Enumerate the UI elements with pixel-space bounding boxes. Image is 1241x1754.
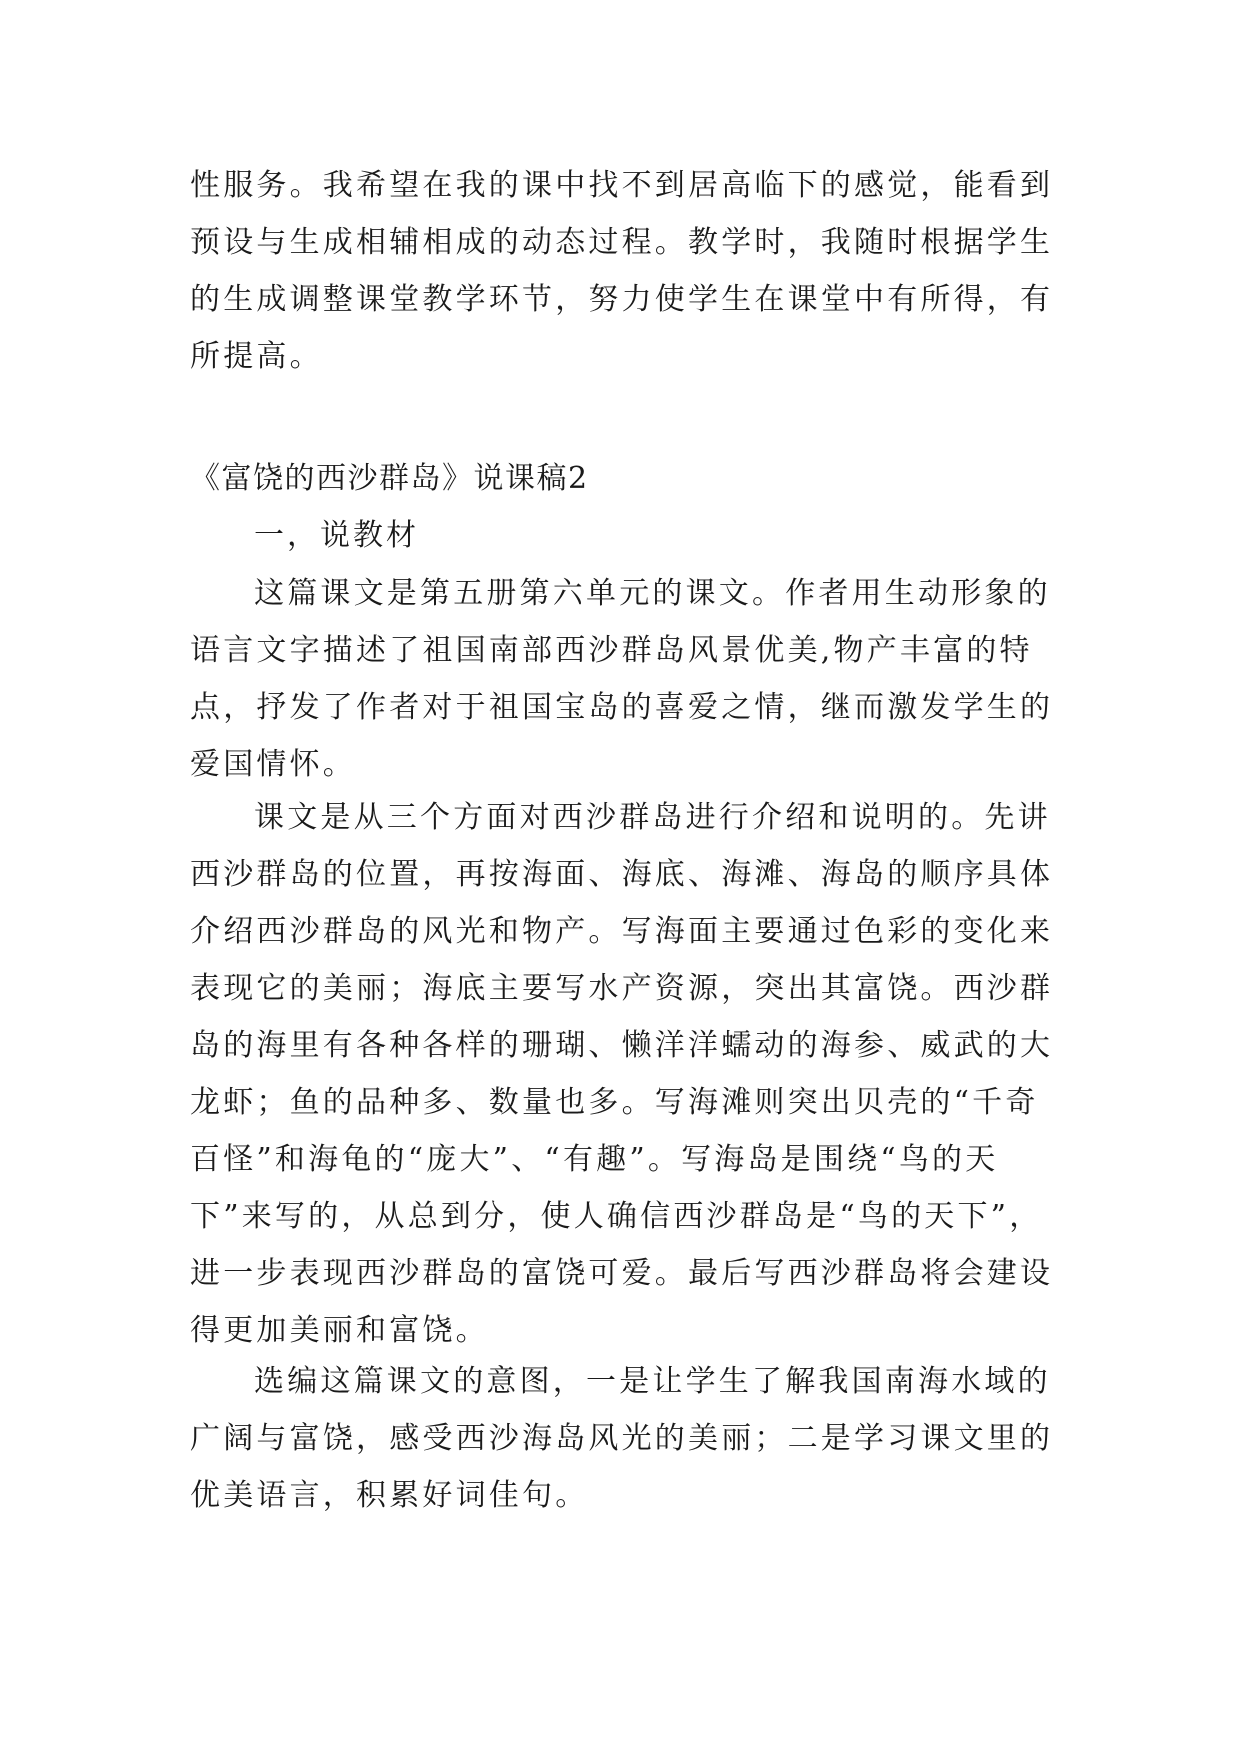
paragraph-line: 预设与生成相辅相成的动态过程。教学时，我随时根据学生 xyxy=(190,225,1054,260)
paragraph-line: 优美语言，积累好词佳句。 xyxy=(190,1478,589,1513)
paragraph-line: 广阔与富饶，感受西沙海岛风光的美丽；二是学习课文里的 xyxy=(190,1421,1054,1456)
paragraph-line: 得更加美丽和富饶。 xyxy=(190,1313,489,1348)
paragraph-line: 岛的海里有各种各样的珊瑚、懒洋洋蠕动的海参、威武的大 xyxy=(190,1028,1054,1063)
document-title: 《富饶的西沙群岛》说课稿2 xyxy=(190,461,589,496)
paragraph-line: 点，抒发了作者对于祖国宝岛的喜爱之情，继而激发学生的 xyxy=(190,690,1054,725)
paragraph-line: 介绍西沙群岛的风光和物产。写海面主要通过色彩的变化来 xyxy=(190,914,1054,949)
paragraph-line: 进一步表现西沙群岛的富饶可爱。最后写西沙群岛将会建设 xyxy=(190,1256,1054,1291)
paragraph-line: 爱国情怀。 xyxy=(190,747,356,782)
paragraph-line: 语言文字描述了祖国南部西沙群岛风景优美,物产丰富的特 xyxy=(190,633,1033,668)
paragraph-line: 百怪”和海龟的“庞大”、“有趣”。写海岛是围绕“鸟的天 xyxy=(190,1142,999,1177)
paragraph-2 xyxy=(190,789,1054,1359)
paragraph-line: 课文是从三个方面对西沙群岛进行介绍和说明的。先讲 xyxy=(254,800,1051,835)
paragraph-line: 龙虾；鱼的品种多、数量也多。写海滩则突出贝壳的“千奇 xyxy=(190,1085,1039,1120)
paragraph-1 xyxy=(190,565,1054,793)
paragraph-line: 这篇课文是第五册第六单元的课文。作者用生动形象的 xyxy=(254,576,1051,611)
paragraph-line: 西沙群岛的位置，再按海面、海底、海滩、海岛的顺序具体 xyxy=(190,857,1054,892)
paragraph-line: 性服务。我希望在我的课中找不到居高临下的感觉，能看到 xyxy=(190,168,1054,203)
paragraph-line: 的生成调整课堂教学环节，努力使学生在课堂中有所得，有 xyxy=(190,282,1054,317)
paragraph-3 xyxy=(190,1353,1054,1524)
continuation-paragraph xyxy=(190,157,1054,385)
paragraph-line: 所提高。 xyxy=(190,339,323,374)
paragraph-line: 选编这篇课文的意图，一是让学生了解我国南海水域的 xyxy=(254,1364,1051,1399)
paragraph-line: 下”来写的，从总到分，使人确信西沙群岛是“鸟的天下”， xyxy=(190,1199,1043,1234)
paragraph-line: 表现它的美丽；海底主要写水产资源，突出其富饶。西沙群 xyxy=(190,971,1054,1006)
section-heading: 一，说教材 xyxy=(254,518,419,553)
